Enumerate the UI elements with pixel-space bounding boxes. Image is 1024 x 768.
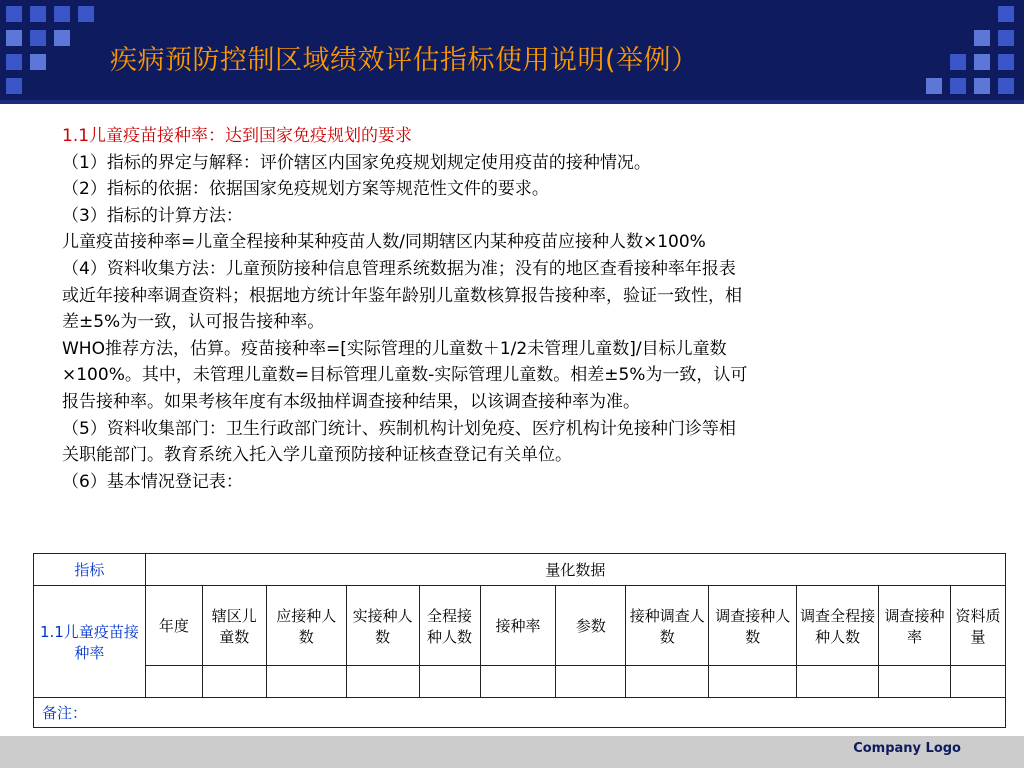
column-header: 实接种人数 — [346, 586, 419, 666]
text-line: （1）指标的界定与解释：评价辖区内国家免疫规划规定使用疫苗的接种情况。 — [62, 152, 651, 173]
column-header: 参数 — [556, 586, 626, 666]
table-cell — [480, 666, 556, 698]
table-cell — [145, 666, 202, 698]
text-line: 报告接种率。如果考核年度有本级抽样调查接种结果，以该调查接种率为准。 — [62, 391, 640, 412]
text-line: WHO推荐方法，估算。疫苗接种率=[实际管理的儿童数＋1/2未管理儿童数]/目标儿童数 — [62, 338, 727, 359]
column-header: 全程接种人数 — [419, 586, 480, 666]
table-cell — [346, 666, 419, 698]
table-cell — [709, 666, 797, 698]
table-cell — [419, 666, 480, 698]
table-cell — [556, 666, 626, 698]
column-header: 调查全程接种人数 — [797, 586, 879, 666]
column-header: 辖区儿童数 — [202, 586, 266, 666]
text-line: 或近年接种率调查资料；根据地方统计年鉴年龄别儿童数核算报告接种率，验证一致性，相 — [62, 285, 742, 306]
table-cell — [950, 666, 1005, 698]
table-cell — [626, 666, 709, 698]
text-line: （6）基本情况登记表： — [62, 471, 243, 492]
text-line: （2）指标的依据：依据国家免疫规划方案等规范性文件的要求。 — [62, 179, 549, 200]
column-header: 资料质量 — [950, 586, 1005, 666]
column-header: 年度 — [145, 586, 202, 666]
company-logo: Company Logo — [853, 741, 961, 756]
column-header: 应接种人数 — [266, 586, 346, 666]
text-line: ×100%。其中，未管理儿童数=目标管理儿童数-实际管理儿童数。相差±5%为一致，认可 — [62, 365, 748, 386]
column-header: 调查接种人数 — [709, 586, 797, 666]
text-line: （5）资料收集部门：卫生行政部门统计、疾制机构计划免疫、医疗机构计免接种门诊等相 — [62, 418, 736, 439]
section-heading: 1.1儿童疫苗接种率：达到国家免疫规划的要求 — [62, 126, 413, 146]
table-header-indicator: 指标 — [34, 554, 146, 586]
body-text — [62, 123, 992, 495]
text-line: （4）资料收集方法：儿童预防接种信息管理系统数据为准；没有的地区查看接种率年报表 — [62, 258, 736, 279]
header-underline — [0, 100, 1024, 104]
column-header: 接种调查人数 — [626, 586, 709, 666]
text-line: 关职能部门。教育系统入托入学儿童预防接种证核查登记有关单位。 — [62, 445, 572, 466]
page-title: 疾病预防控制区域绩效评估指标使用说明(举例） — [110, 45, 699, 76]
table-row-label: 1.1儿童疫苗接种率 — [34, 586, 146, 698]
text-line: 差±5%为一致，认可报告接种率。 — [62, 312, 325, 333]
column-header: 调查接种率 — [879, 586, 951, 666]
registration-table — [33, 553, 1006, 728]
table-remark: 备注： — [34, 698, 1006, 728]
table-cell — [202, 666, 266, 698]
column-header: 接种率 — [480, 586, 556, 666]
text-line: （3）指标的计算方法： — [62, 205, 243, 226]
text-line: 儿童疫苗接种率=儿童全程接种某种疫苗人数/同期辖区内某种疫苗应接种人数×100% — [62, 232, 706, 253]
table-cell — [797, 666, 879, 698]
table-header-quant: 量化数据 — [145, 554, 1005, 586]
table-cell — [879, 666, 951, 698]
table-cell — [266, 666, 346, 698]
